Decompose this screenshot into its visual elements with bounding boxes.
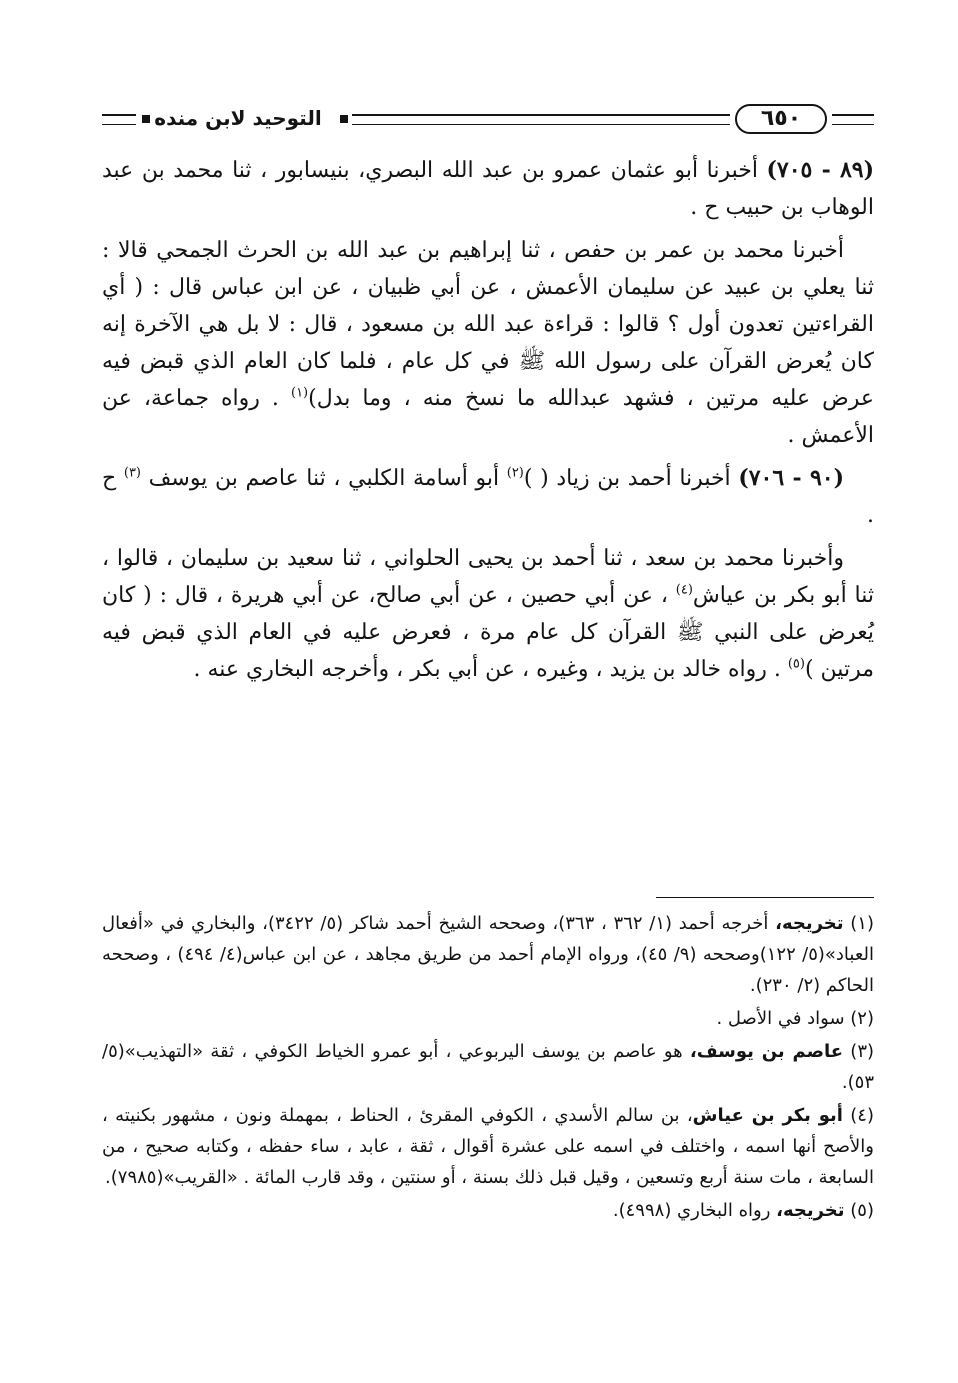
- paragraph-text: أخبرنا أحمد بن زياد ( ): [523, 466, 739, 491]
- paragraph-tail-2: . رواه خالد بن يزيد ، وغيره ، عن أبي بكر ، وأخرجه البخاري عنه .: [193, 657, 788, 682]
- footnote-separator: [656, 897, 874, 898]
- footnote-ref-2[interactable]: (٢): [506, 465, 524, 481]
- footnotes: [102, 908, 874, 1228]
- footnote-number: (٢): [844, 1008, 874, 1029]
- footnote-ref-5[interactable]: (٥): [787, 656, 805, 672]
- paragraph-text: وأخبرنا محمد بن سعد ، ثنا أحمد بن يحيى الحلواني ، ثنا سعيد بن سليمان ، قالوا ، ثنا أبو بكر بن عياش: [102, 546, 874, 608]
- footnote-ref-3[interactable]: (٣): [123, 465, 141, 481]
- footnote-heading: تخريجه،: [775, 913, 844, 934]
- hadith-number: (٨٩ - ٧٠٥): [766, 157, 875, 183]
- header-square-marker-left: [142, 115, 150, 123]
- header-rule-right-lower: [832, 124, 874, 125]
- footnote-text: أخرجه أحمد (١/ ٣٦٢ ، ٣٦٣)، وصححه الشيخ أحمد شاكر (٥/ ٣٤٢٢)، والبخاري في «أفعال العباد»(٥/ ١٢٢)وصححه (٩/ ٤٥)، ورواه الإمام أحمد من طريق مجاهد ، عن ابن عباس(٤/ ٤٩٤) ، وصححه الحاكم (٢/ ٢٣٠).: [102, 913, 874, 996]
- footnote-1: [102, 908, 874, 1001]
- footnote-3: [102, 1036, 874, 1098]
- paragraph-tail: أبو أسامة الكلبي ، ثنا عاصم بن يوسف: [141, 466, 507, 491]
- footnote-number: (٥): [844, 1200, 874, 1221]
- header-rule-left-lower: [102, 124, 136, 125]
- footnote-4: [102, 1100, 874, 1193]
- footnote-text: هو عاصم بن يوسف اليربوعي ، أبو عمرو الخياط الكوفي ، ثقة «التهذيب»(٥/ ٥٣).: [102, 1041, 874, 1093]
- header-square-marker-right: [340, 115, 348, 123]
- header-rule-left: [102, 114, 136, 116]
- running-title: التوحيد لابن منده: [154, 106, 322, 130]
- footnote-text: ، بن سالم الأسدي ، الكوفي المقرئ ، الحناط ، بمهملة ونون ، مشهور بكنيته ، والأصح أنها اسمه ، واختلف في اسمه على عشرة أقوال ، ثقة ، عابد ، ساء حفظه ، وكتابه صحيح ، من السابعة ، مات سنة أربع وتسعين ، وقيل قبل ذلك بسنة ، أو سنتين ، وقد قارب المائة . «القريب»(٧٩٨٥).: [102, 1105, 874, 1188]
- page-number: ٦٥٠: [735, 104, 827, 134]
- paragraph-hadith-705: [102, 152, 874, 226]
- paragraph-tail: ، عن أبي حصين ، عن أبي صالح، عن أبي هريرة ، قال : ( كان يُعرض على النبي ﷺ القرآن كل عام مرة ، فعرض عليه في العام الذي قبض فيه مرتين ): [102, 583, 874, 682]
- footnote-ref-1[interactable]: (١): [290, 385, 309, 401]
- footnote-heading: تخريجه،: [776, 1200, 845, 1221]
- header-rule-middle: [352, 114, 730, 116]
- hadith-number: (٩٠ - ٧٠٦): [738, 465, 844, 491]
- footnote-text: رواه البخاري (٤٩٩٨).: [612, 1200, 777, 1221]
- paragraph-tail-2: ح .: [102, 466, 874, 528]
- main-text: [102, 152, 874, 694]
- footnote-heading: أبو بكر بن عياش: [692, 1105, 843, 1126]
- header-rule-middle-lower: [352, 124, 730, 125]
- header-rule-right: [832, 114, 874, 116]
- footnote-number: (١): [843, 913, 874, 934]
- paragraph-hadith-706: [102, 460, 874, 534]
- paragraph-text: أخبرنا محمد بن عمر بن حفص ، ثنا إبراهيم بن عبد الله بن الحرث الجمحي قالا : ثنا يعلي بن عبيد عن سليمان الأعمش ، عن أبي ظبيان ، عن ابن عباس قال : ( أي القراءتين تعدون أول ؟ قالوا : قراءة عبد الله بن مسعود ، قال : لا بل هي الآخرة إنه كان يُعرض القرآن على رسول الله ﷺ في كل عام ، فلما كان العام الذي قبض فيه عرض عليه مرتين ، فشهد عبدالله ما نسخ منه ، وما بدل): [102, 238, 874, 411]
- paragraph-isnad-2: [102, 232, 874, 454]
- paragraph-isnad-4: [102, 540, 874, 688]
- footnote-ref-4[interactable]: (٤): [675, 582, 693, 598]
- paragraph-text: أخبرنا أبو عثمان عمرو بن عبد الله البصري، بنيسابور ، ثنا محمد بن عبد الوهاب بن حبيب ح .: [102, 158, 874, 220]
- footnote-text: سواد في الأصل .: [716, 1008, 845, 1029]
- footnote-5: [102, 1195, 874, 1226]
- footnote-heading: عاصم بن يوسف،: [689, 1041, 844, 1062]
- footnote-number: (٣): [843, 1041, 875, 1062]
- footnote-2: [102, 1003, 874, 1034]
- paragraph-tail: . رواه جماعة، عن الأعمش .: [102, 386, 874, 448]
- footnote-number: (٤): [842, 1105, 874, 1126]
